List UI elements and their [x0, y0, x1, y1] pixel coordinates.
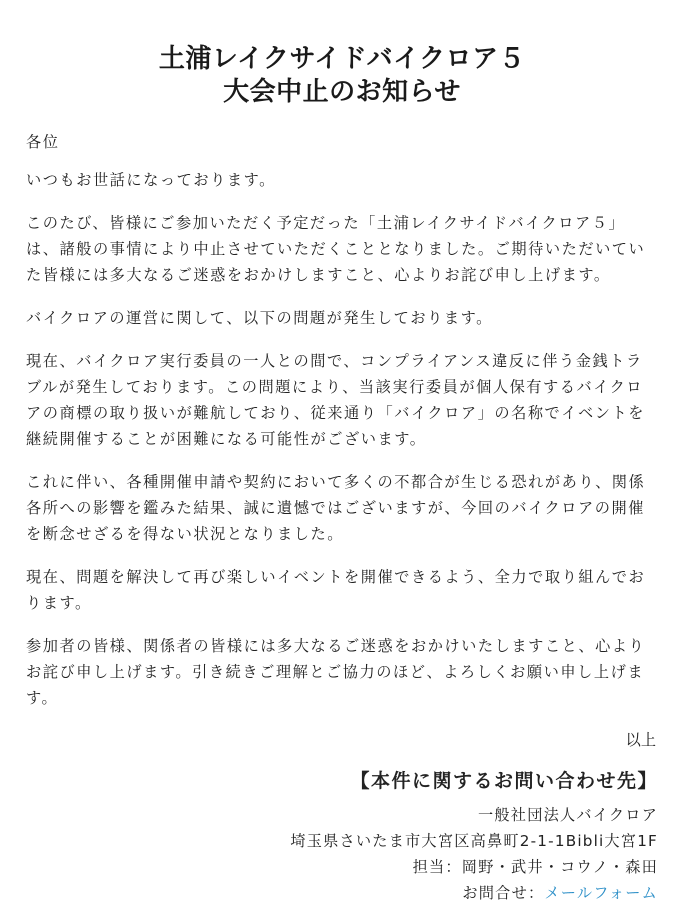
notice-body	[26, 129, 658, 711]
contact-heading: 【本件に関するお問い合わせ先】	[350, 770, 658, 792]
paragraph-problem-intro: バイクロアの運営に関して、以下の問題が発生しております。	[26, 309, 493, 327]
contact-block	[26, 802, 658, 906]
contact-address: 埼玉県さいたま市大宮区高鼻町2-1-1Bibli大宮1F	[290, 832, 658, 850]
closing-mark: 以上	[625, 731, 656, 749]
title-line-2: 大会中止のお知らせ	[223, 77, 461, 107]
paragraph-problem-detail: 現在、バイクロア実行委員の一人との間で、コンプライアンス違反に伴う金銭トラブルが発生しております。この問題により、当該実行委員が個人保有するバイクロアの商標の取り扱いが難航しており、従来通り「バイクロア」の名称でイベントを継続開催することが困難になる可能性がございます。	[26, 352, 645, 448]
paragraph-consequence: これに伴い、各種開催申請や契約において多くの不都合が生じる恐れがあり、関係各所への影響を鑑みた結果、誠に遺憾ではございますが、今回のバイクロアの開催を断念せざるを得ない状況となりました。	[26, 473, 646, 543]
paragraph-apology: 参加者の皆様、関係者の皆様には多大なるご迷惑をおかけいたしますこと、心よりお詫び申し上げます。引き続きご理解とご協力のほど、よろしくお願い申し上げます。	[26, 637, 646, 707]
contact-staff: 担当：岡野・武井・コウノ・森田	[412, 858, 658, 876]
title-line-1: 土浦レイクサイドバイクロア５	[158, 44, 526, 74]
page-title	[26, 0, 658, 109]
contact-inquiry-label: お問合せ：	[462, 884, 545, 902]
contact-organization: 一般社団法人バイクロア	[478, 806, 658, 824]
salutation: 各位	[26, 133, 60, 151]
contact-inquiry	[26, 880, 658, 906]
mail-form-link[interactable]: メールフォーム	[544, 884, 658, 902]
paragraph-cancellation: このたび、皆様にご参加いただく予定だった「土浦レイクサイドバイクロア５」は、諸般の事情により中止させていただくこととなりました。ご期待いただいていた皆様には多大なるご迷惑をおかけしますこと、心よりお詫び申し上げます。	[26, 214, 646, 284]
greeting: いつもお世話になっております。	[26, 171, 276, 189]
paragraph-effort: 現在、問題を解決して再び楽しいイベントを開催できるよう、全力で取り組んでおります。	[26, 568, 646, 612]
